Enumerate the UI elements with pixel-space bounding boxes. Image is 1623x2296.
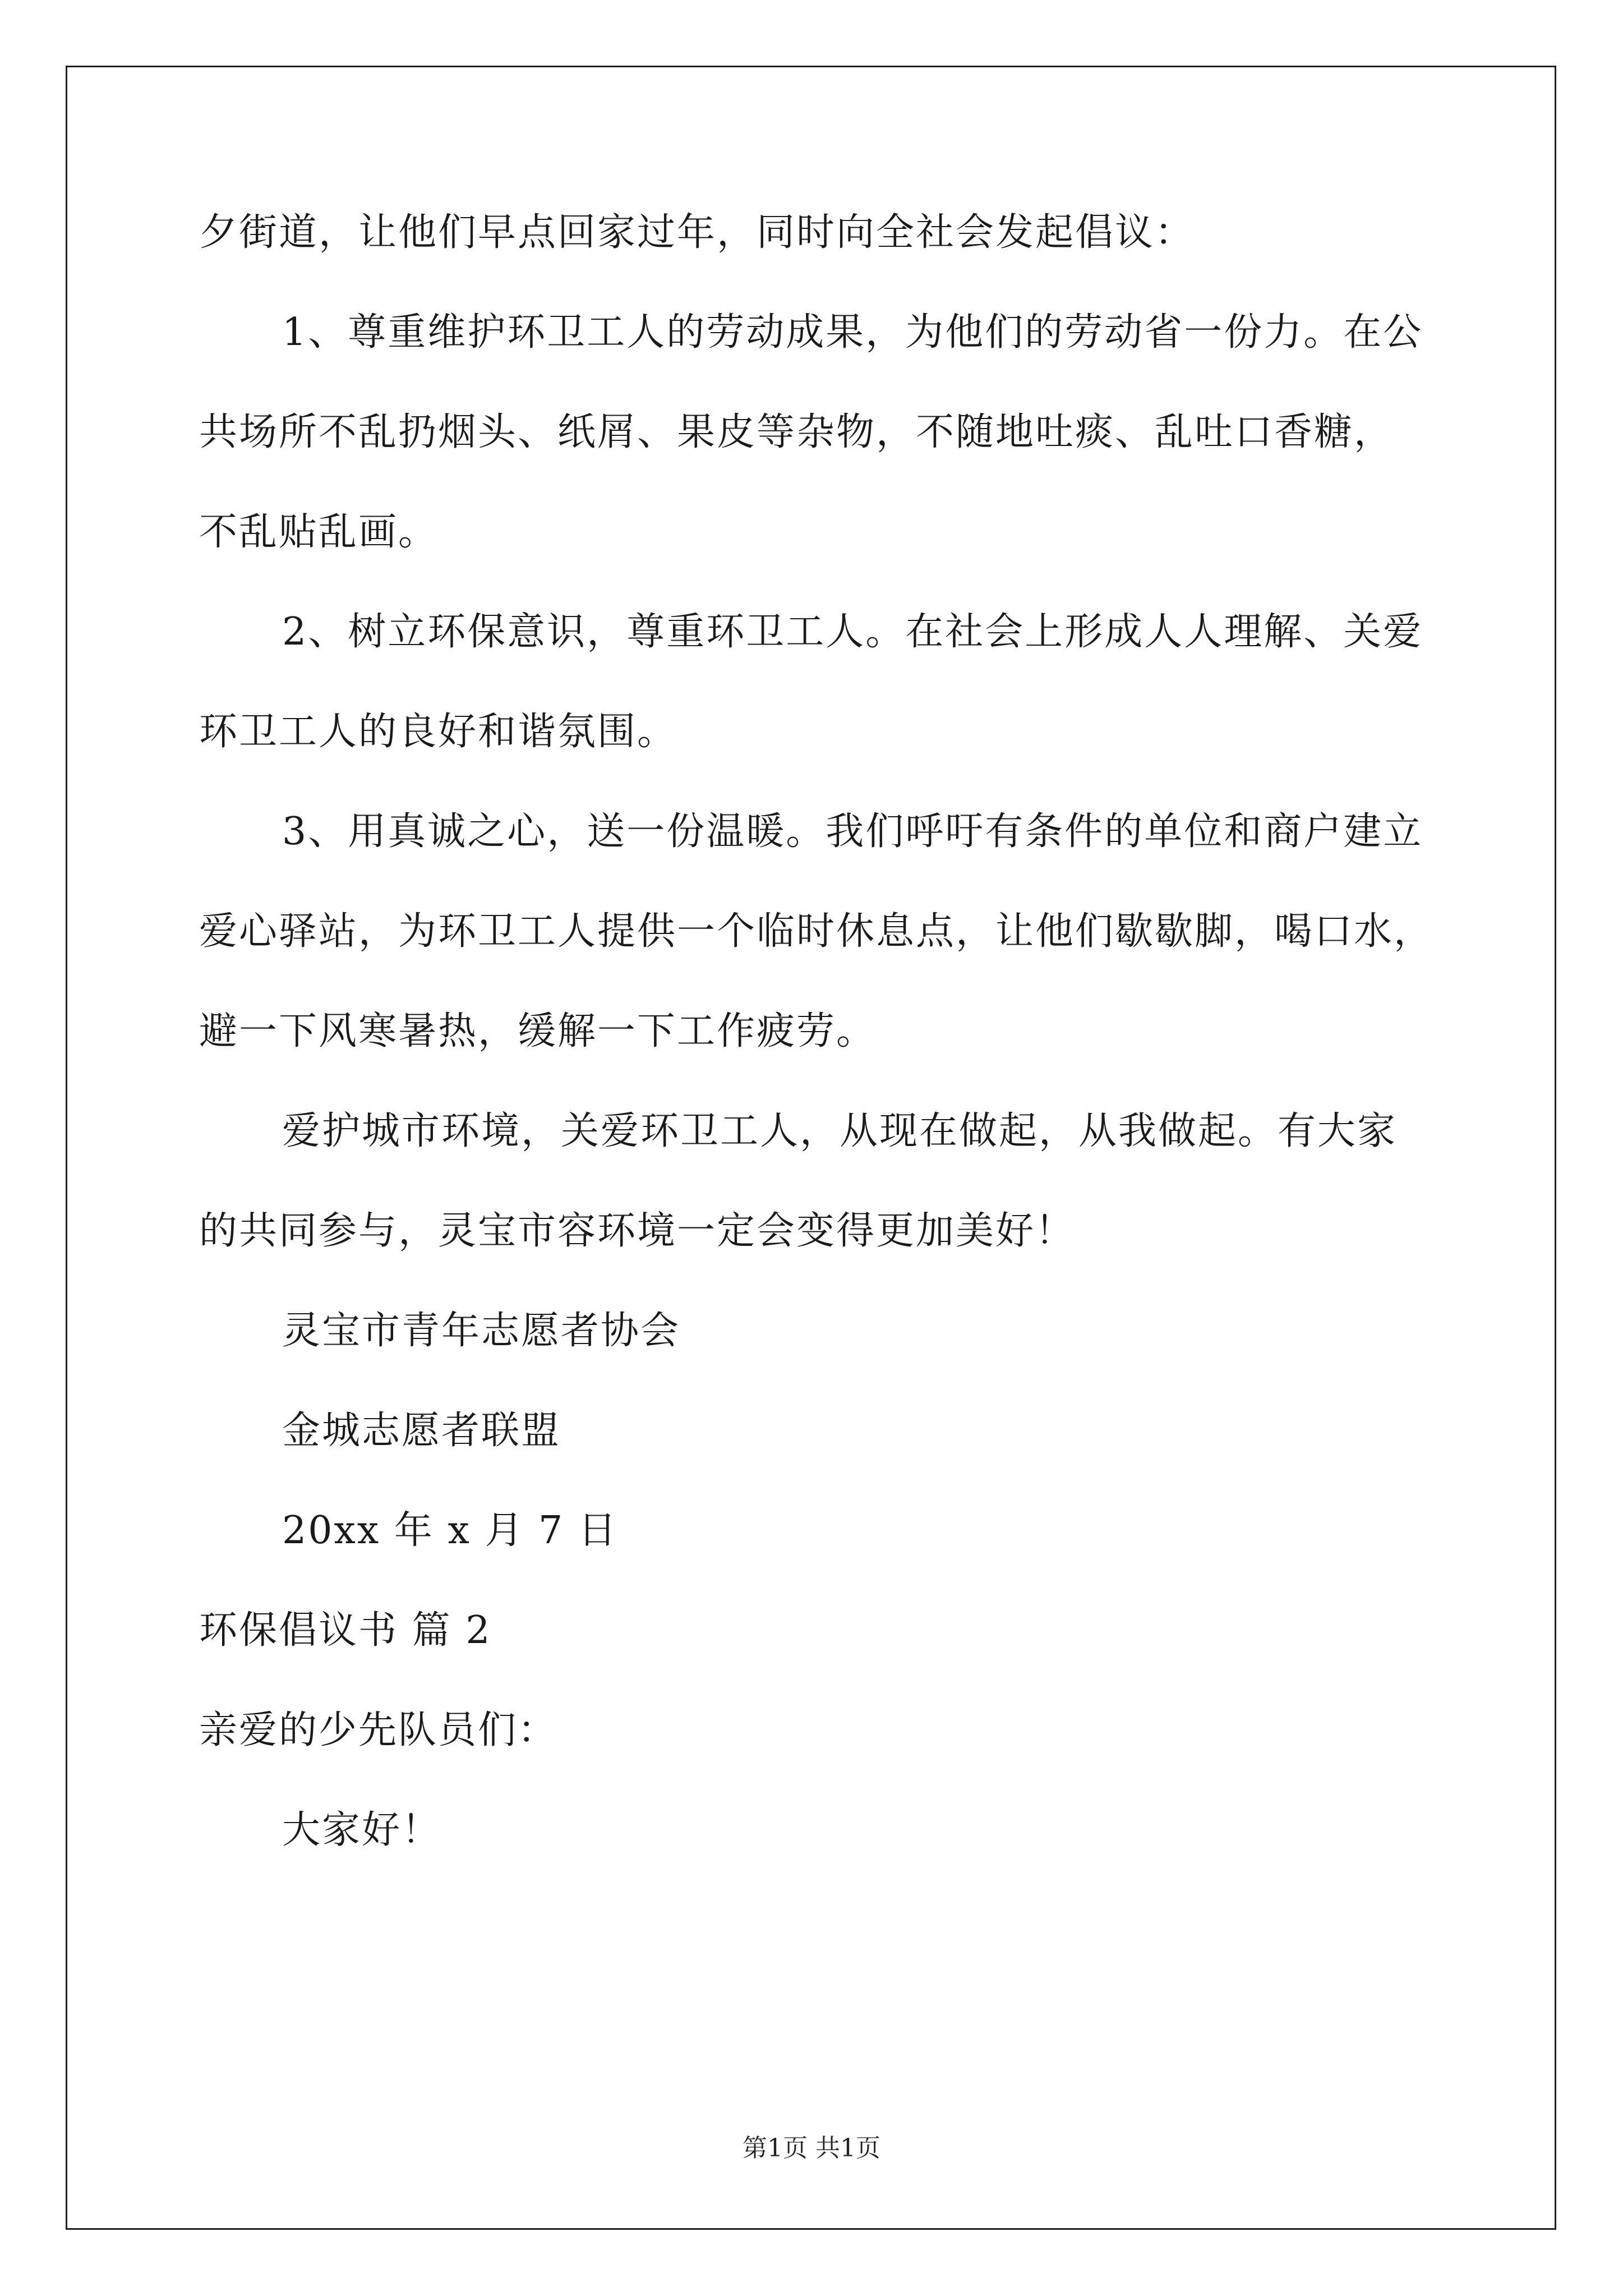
paragraph-line: 爱心驿站，为环卫工人提供一个临时休息点，让他们歇歇脚，喝口水， (199, 909, 1434, 954)
paragraph-line: 共场所不乱扔烟头、纸屑、果皮等杂物，不随地吐痰、乱吐口香糖， (199, 410, 1394, 454)
section-title: 环保倡议书 篇 2 (199, 1608, 492, 1653)
paragraph-line: 不乱贴乱画。 (199, 510, 439, 554)
page-footer: 第1页 共1页 (743, 2134, 880, 2162)
paragraph-line: 2、树立环保意识，尊重环卫工人。在社会上形成人人理解、关爱 (282, 610, 1423, 654)
greeting: 大家好！ (282, 1808, 442, 1852)
paragraph-line: 避一下风寒暑热，缓解一下工作疲劳。 (199, 1009, 877, 1053)
paragraph-line: 环卫工人的良好和谐氛围。 (199, 710, 677, 754)
paragraph-line: 夕街道，让他们早点回家过年，同时向全社会发起倡议： (199, 210, 1195, 255)
paragraph-line: 爱护城市环境，关爱环卫工人，从现在做起，从我做起。有大家 (282, 1109, 1398, 1153)
paragraph-line: 的共同参与，灵宝市容环境一定会变得更加美好！ (199, 1209, 1076, 1253)
paragraph-line: 1、尊重维护环卫工人的劳动成果，为他们的劳动省一份力。在公 (282, 310, 1423, 355)
salutation: 亲爱的少先队员们： (199, 1708, 558, 1752)
paragraph-line: 3、用真诚之心，送一份温暖。我们呼吁有条件的单位和商户建立 (282, 809, 1423, 854)
signature-org: 金城志愿者联盟 (282, 1409, 561, 1453)
signature-date: 20xx 年 x 月 7 日 (282, 1508, 618, 1553)
signature-org: 灵宝市青年志愿者协会 (282, 1309, 681, 1353)
